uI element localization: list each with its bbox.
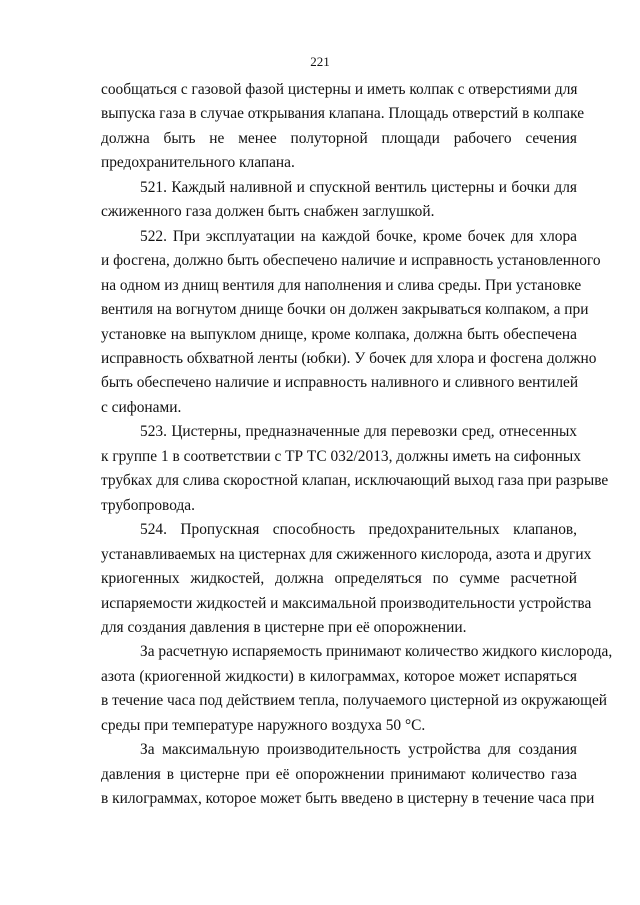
text-line: 523. Цистерны, предназначенные для перевозки сред, отнесенных — [140, 423, 577, 441]
paragraph-522 — [101, 225, 601, 421]
text-line: устанавливаемых на цистернах для сжиженного кислорода, азота и других — [101, 545, 592, 563]
text-line: криогенных жидкостей, должна определяться по сумме расчетной — [101, 570, 577, 588]
page-number: 221 — [310, 54, 330, 69]
paragraph-productivity — [101, 738, 595, 811]
text-line: трубопровода. — [101, 496, 195, 514]
text-line: установке на выпуклом днище, кроме колпака, должна быть обеспечена — [101, 325, 577, 343]
paragraph-521 — [101, 176, 577, 225]
text-line: давления в цистерне при её опорожнении принимают количество газа — [101, 765, 577, 783]
paragraph-evaporation — [101, 640, 613, 738]
text-line: азота (криогенной жидкости) в килограммах, которое может испаряться — [101, 667, 577, 685]
text-line: исправность обхватной ленты (юбки). У бочек для хлора и фосгена должно — [101, 349, 597, 367]
text-line: с сифонами. — [101, 398, 182, 416]
text-line: трубках для слива скоростной клапан, исключающий выход газа при разрыве — [101, 472, 609, 490]
text-line: в течение часа под действием тепла, получаемого цистерной из окружающей — [101, 692, 608, 710]
text-line: к группе 1 в соответствии с ТР ТС 032/2013, должны иметь на сифонных — [101, 447, 581, 465]
text-line: испаряемости жидкостей и максимальной производительности устройства — [101, 594, 592, 612]
text-line: в килограммах, которое может быть введено в цистерну в течение часа при — [101, 790, 595, 808]
text-line: и фосгена, должно быть обеспечено наличие и исправность установленного — [101, 252, 601, 270]
text-line: За расчетную испаряемость принимают количество жидкого кислорода, — [140, 643, 613, 661]
text-line: За максимальную производительность устройства для создания — [140, 741, 577, 759]
paragraph-524 — [101, 518, 592, 640]
text-line: предохранительного клапана. — [101, 154, 295, 172]
document-body — [101, 78, 613, 812]
text-line: быть обеспечено наличие и исправность наливного и сливного вентилей — [101, 374, 579, 392]
text-line: для создания давления в цистерне при её опорожнении. — [101, 618, 467, 636]
text-line: должна быть не менее полуторной площади рабочего сечения — [101, 129, 577, 147]
text-line: сообщаться с газовой фазой цистерны и иметь колпак с отверстиями для — [101, 81, 578, 98]
paragraph-continuation — [101, 78, 585, 176]
paragraph-523 — [101, 420, 609, 518]
text-line: среды при температуре наружного воздуха 50 °С. — [101, 716, 426, 734]
text-line: сжиженного газа должен быть снабжен заглушкой. — [101, 203, 435, 221]
text-line: вентиля на вогнутом днище бочки он должен закрываться колпаком, а при — [101, 301, 589, 319]
text-line: выпуска газа в случае открывания клапана. Площадь отверстий в колпаке — [101, 105, 585, 123]
text-line: 522. При эксплуатации на каждой бочке, кроме бочек для хлора — [140, 227, 577, 245]
text-line: на одном из днищ вентиля для наполнения и слива среды. При установке — [101, 276, 582, 294]
text-line: 521. Каждый наливной и спускной вентиль цистерны и бочки для — [140, 178, 577, 196]
text-line: 524. Пропускная способность предохранительных клапанов, — [140, 521, 577, 539]
